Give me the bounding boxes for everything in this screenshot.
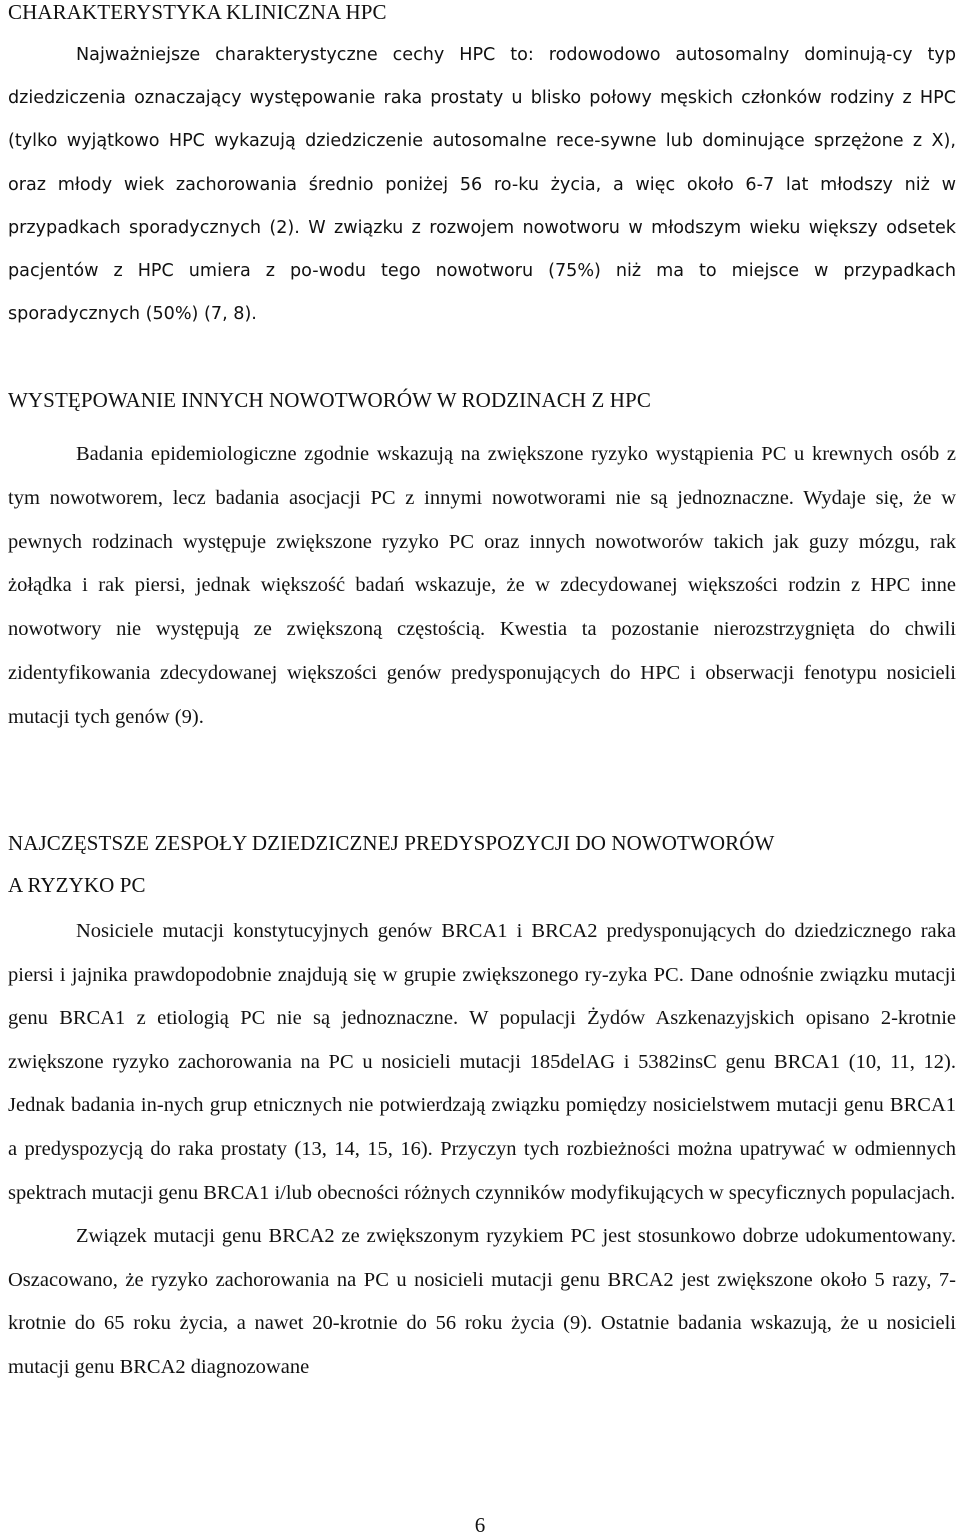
- section-hereditary-syndromes: [8, 822, 956, 1390]
- section-other-cancers: [8, 387, 956, 740]
- paragraph: Najważniejsze charakterystyczne cechy HPC to: rodowodowo autosomalny dominują-cy typ dziedziczenia oznaczający występowanie raka prostaty u blisko połowy męskich członków rodziny z HPC (tylko wyjątkowo HPC wykazują dziedziczenie autosomalne rece-sywne lub dominujące sprzężone z X), oraz młody wiek zachorowania średnio poniżej 56 ro-ku życia, a więc około 6-7 lat młodszy niż w przypadkach sporadycznych (2). W związku z rozwojem nowotworu w młodszym wieku większy odsetek pacjentów z HPC umiera z po-wodu tego nowotworu (75%) niż ma to miejsce w przypadkach sporadycznych (50%) (7, 8).: [8, 45, 956, 325]
- page-number: 6: [474, 1513, 486, 1537]
- section-clinical-characteristics: [8, 0, 956, 336]
- section-heading: [8, 822, 956, 906]
- paragraph: Związek mutacji genu BRCA2 ze zwiększonym ryzykiem PC jest stosunkowo dobrze udokumentowany. Oszacowano, że ryzyko zachorowania na PC u nosicieli mutacji genu BRCA2 jest zwiększone około 5 razy, 7-krotnie do 65 roku życia, a nawet 20-krotnie do 56 roku życia (9). Ostatnie badania wskazują, że u nosicieli mutacji genu BRCA2 diagnozowane: [8, 1225, 956, 1378]
- section-heading: CHARAKTERYSTYKA KLINICZNA HPC: [8, 0, 387, 24]
- section-heading-line-1: NAJCZĘSTSZE ZESPOŁY DZIEDZICZNEJ PREDYSPOZYCJI DO NOWOTWORÓW: [8, 831, 775, 855]
- paragraph: Nosiciele mutacji konstytucyjnych genów BRCA1 i BRCA2 predysponujących do dziedzicznego raka piersi i jajnika prawdopodobnie znajdują się w grupie zwiększonego ry-zyka PC. Dane odnośnie związku mutacji genu BRCA1 z etiologią PC nie są jednoznaczne. W populacji Żydów Aszkenazyjskich opisano 2-krotnie zwiększone ryzyko zachorowania na PC u nosicieli mutacji 185delAG i 5382insC genu BRCA1 (10, 11, 12). Jednak badania in-nych grup etnicznych nie potwierdzają związku pomiędzy nosicielstwem mutacji genu BRCA1 a predyspozycją do raka prostaty (13, 14, 15, 16). Przyczyn tych rozbieżności można upatrywać w odmiennych spektrach mutacji genu BRCA1 i/lub obecności różnych czynników modyfikujących w specyficznych populacjach.: [8, 920, 956, 1204]
- section-heading-line-2: A RYZYKO PC: [8, 873, 146, 897]
- section-heading: WYSTĘPOWANIE INNYCH NOWOTWORÓW W RODZINACH Z HPC: [8, 388, 651, 412]
- paragraph: Badania epidemiologiczne zgodnie wskazują na zwiększone ryzyko wystąpienia PC u krewnych osób z tym nowotworem, lecz badania asocjacji PC z innymi nowotworami nie są jednoznaczne. Wydaje się, że w pewnych rodzinach występuje zwiększone ryzyko PC oraz innych nowotworów takich jak guzy mózgu, rak żołądka i rak piersi, jednak większość badań wskazuje, że w zdecydowanej większości rodzin z HPC inne nowotwory nie występują ze zwiększoną częstością. Kwestia ta pozostanie nierozstrzygnięta do chwili zidentyfikowania zdecydowanej większości genów predysponujących do HPC i obserwacji fenotypu nosicieli mutacji tych genów (9).: [8, 443, 956, 728]
